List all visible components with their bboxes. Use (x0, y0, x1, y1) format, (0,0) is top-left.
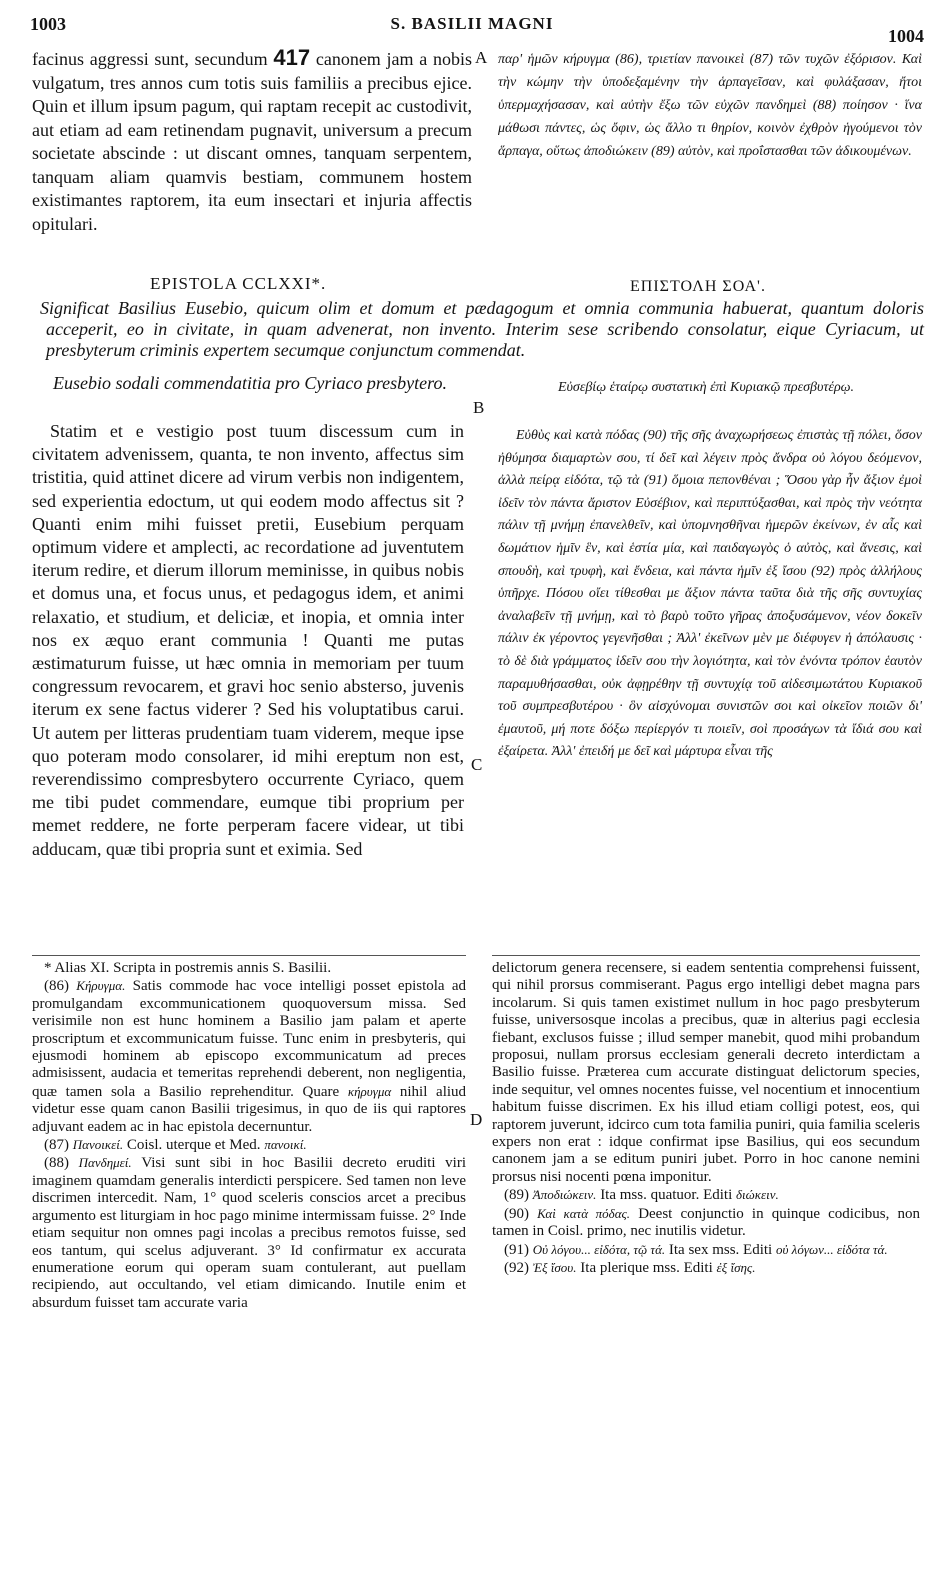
footnote-star: * Alias XI. Scripta in postremis annis S. Basilii. (44, 960, 332, 976)
latin-body (32, 420, 464, 861)
footnote-92: (92) Ἐξ ἴσου. Ita plerique mss. Editi ἐξ ἴσης. (504, 1259, 756, 1276)
epistola-heading-latin: EPISTOLA CCLXXI*. (150, 274, 327, 293)
footnote-89: (89) Ἀποδιώκειν. Ita mss. quatuor. Editi διώκειν. (504, 1187, 779, 1204)
footnote-90: (90) Καὶ κατὰ πόδας. Deest conjunctio in quinque codicibus, non tamen in Coisl. primo, nec inutilis videtur. (492, 1205, 921, 1240)
address-latin: Eusebio sodali commendatitia pro Cyriaco presbytero. (53, 373, 447, 393)
margin-letter-b: B (473, 398, 485, 417)
greek-top-paragraph: παρ' ἡμῶν κήρυγμα (86), τριετίαν πανοικεὶ (87) τῶν τυχῶν ἐξόρισον. Καὶ τὴν κώμην τὴν ὑποδεξαμένην τὴν ἁρπαγεῖσαν, καὶ φυλάξασαν, ἤτοι ὑπερμαχήσασαν, καὶ αὐτὴν ἔξω τῶν εὐχῶν πανδημεὶ (88) ποίησον · ἵνα μάθωσι πάντες, ὡς ὄφιν, ὡς ἄλλο τι θηρίον, κοινὸν ἐχθρὸν ἡγούμενοι τὸν ἅρπαγα, οὕτως ἀποδιώκειν (89) αὐτὸν, καὶ προΐστασθαι τῶν ἀδικουμένων. (498, 52, 922, 159)
column-number-right: 1004 (888, 26, 924, 46)
footnote-rule-right (492, 955, 920, 956)
letter-summary: Significat Basilius Eusebio, quicum olim et domum et pædagogum et omnia communia habuerat, quantum doloris acceperit, eo in civitate, in quam advenerat, non invento. Interim sese scribendo consolatur, eique Cyriacum, ut presbyterum criminis expertem secumque conjunctum commendat. (40, 298, 924, 360)
running-title: S. BASILII MAGNI (390, 14, 554, 33)
latin-body-paragraph: Statim et e vestigio post tuum discessum cum in civitatem advenissem, quanta, te non invento, affectus sim tristitia, quid attinet dicere ad virum verbis non indigentem, sed experientia edoctum, ut qui eodem modo affectus sit ? Quanti enim mihi fuisset pretii, Eusebium perquam optimum videre et amplecti, ac recordatione ad juventutem iterum redire, et dierum illorum meminisse, in quibus nobis et domus una, et focus unus, et pedagogus idem, et animi relaxatio, et studium, et deliciæ, et inopia, et omnia inter nos ex æquo erant communia ! Quanti me putas æstimaturum fuisse, ut hæc omnia in memoriam per tuum congressum revocarem, et gravi hoc senio absterso, juvenis iterum ex sene factus viderer ? Sed his voluptatibus carui. Ut autem per litteras prudentiam tuam viderem, meque ipse quo poteram modo consolarer, id mihi ereptum non est, reverendissimo compresbytero occurrente Cyriaco, quem me tibi pudet commendare, eumque tibi proprium per memet reddere, ne forte perperam facere videar, ut tibi adducam, quæ tibi propria sunt et eximia. Sed (32, 421, 464, 859)
latin-top-paragraph (32, 46, 472, 236)
greek-body (498, 425, 922, 764)
greek-body-paragraph: Εὐθὺς καὶ κατὰ πόδας (90) τῆς σῆς ἀναχωρήσεως ἐπιστὰς τῇ πόλει, ὅσον ἠθύμησα διαμαρτὼν σου, τί δεῖ καὶ λέγειν πρὸς ἄνδρα οὐ λόγου δεόμενον, ἀλλὰ πείρᾳ εἰδότα, τῷ τὰ (91) ὅμοια πεπονθέναι ; Ὅσου γὰρ ἦν ἄξιον ἐμοὶ ἰδεῖν τὸν πάντα ἄριστον Εὐσέβιον, καὶ περιπτύξασθαι, καὶ πρὸς τὴν νεότητα πάλιν τῇ μνήμῃ ἐπανελθεῖν, καὶ ὑπομνησθῆναι ἡμερῶν ἐκείνων, ἐν αἷς καὶ δωμάτιον ἡμῖν ἓν, καὶ ἑστία μία, καὶ παιδαγωγὸς ὁ αὐτὸς, καὶ ἄνεσις, καὶ σπουδὴ, καὶ τρυφὴ, καὶ ἔνδεια, καὶ πάντα ἡμῖν ἐξ ἴσου (92) πρὸς ἀλλήλους ὑπῆρχε. Πόσου οἴει τίθεσθαι με ἄξιον πάντα ταῦτα διὰ τῆς σῆς συντυχίας ἀναλαβεῖν τῇ μνήμῃ, καὶ τὸ βαρὺ τοῦτο γῆρας ἀποξυσάμενον, νέον δοκεῖν πάλιν ἐκ γέροντος γεγενῆσθαι ; Ἀλλ' ἐκεῖνων μὲν με διέφυγεν ἡ ἀπόλαυσις · τὸ δὲ διὰ γράμματος ἰδεῖν σου τὴν λογιότητα, καὶ τὸν ἐνόντα τρόπον ἑαυτὸν παραμυθήσασθαι, οὐκ ἀφῃρέθην τῇ συντυχίᾳ τοῦ αἰδεσιμωτάτου Κυριακοῦ τοῦ συμπρεσβυτέρου · ὃν αἰσχύνομαι συνιστῶν σοι καὶ οἰκεῖον ποιῶν δι' ἐμαυτοῦ, μή ποτε δόξω περίεργόν τι ποιεῖν, σοὶ προσάγων τὰ ἴδιά σου καὶ ἐξαίρετα. Ἀλλ' ἐπειδή με δεῖ καὶ μάρτυρα εἶναι τῆς (498, 428, 922, 760)
footnotes-right (492, 960, 920, 1277)
footnote-87: (87) Πανοικεί. Coisl. uterque et Med. πανοικί. (44, 1137, 307, 1154)
margin-letter-c: C (471, 755, 483, 774)
footnote-88-continued: delictorum genera recensere, si eadem sententia comprehensi fuissent, qui nihil prorsus commiserant. Pagus ergo intelligi debet magna pars incolarum. Si quis tamen existimet nullum in hoc pago presbyterum fuisse, universosque incolas a precibus, quæ in alterius pagi ecclesia fiebant, exclusos fuisse ; illud semper manebit, quod mihi probandum proposui, nullam prorsus ecclesiam generali decreto interdictam a Basilio fuisse. Præterea cum accurate distinguat delictorum species, inde sequitur, vel omnes nocentes fuisse, vel nocentium et innocentium habitum fuisse discrimen. Ex his illud etiam colligi potest, eos, qui raptorem juverunt, idcirco cum tota familia puniri, quia familia sceleris expers non erat : idque confirmat ipse Basilius, qui eos secundum canonem jam a se editum puniri jubet. Porro in hoc canone nemini prorsus nisi nocenti pœna imponitur. (492, 960, 920, 1185)
page-number-marker: 417 (273, 45, 311, 70)
epistola-heading-greek: ΕΠΙΣΤΟΛΗ ΣΟΑ'. (630, 278, 766, 295)
footnote-rule-left (32, 955, 466, 956)
margin-letter-d: D (470, 1110, 483, 1129)
margin-letter-a: A (475, 48, 488, 67)
footnote-91: (91) Οὐ λόγου... εἰδότα, τῷ τά. Ita sex mss. Editi οὐ λόγων... εἰδότα τά. (504, 1241, 888, 1258)
address-greek: Εὐσεβίῳ ἑταίρῳ συστατικὴ ἐπὶ Κυριακῷ πρεσβυτέρῳ. (557, 380, 855, 395)
latin-top-text-2: canonem jam a nobis vulgatum, tres annos cum totis suis familiis a precibus ejice. Quin et illum ipsum pagum, qui raptam recepit ac custodivit, aut etiam ad eam retinendam pugnavit, universum a precum societate abscinde : ut discant omnes, tanquam serpentem, tanquam aliam quamvis bestiam, communem hostem existimantes raptorem, ita eum insectari et injuria affectis opitulari. (32, 49, 472, 234)
footnote-86: (86) Κήρυγμα. Satis commode hac voce intelligi posset epistola ad promulgandam excommunicationem quoquoversum missa. Sed verisimile non est hunc hominem a Basilio jam palam et aperte proscriptum et excommunicatum fuisse. Tunc enim in presbyteris, qui ejusmodi hominem ab episcopo excommunicatum ad preces admisissent, audacia et temeritas reprehendi deberent, non negligentia, quæ tamen sola a Basilio reprehenditur. Quare κήρυγμα nihil aliud videtur esse quam canon Basilii trigesimus, in quo de iis qui raptores adjuvant eadem ac in hac epistola decernuntur. (32, 978, 467, 1135)
column-number-left: 1003 (30, 14, 66, 34)
footnotes-left (32, 960, 466, 1312)
latin-top-text-1: facinus aggressi sunt, secundum (32, 49, 274, 69)
footnote-88: (88) Πανδημεί. Visi sunt sibi in hoc Basilii decreto eruditi viri imaginem quamdam generalis interdicti perspicere. Sed tamen non leve discrimen intercedit. Nam, 1° quod sceleris conscios arcet a precibus argumento est liturgiam in hoc pago minime intermissam fuisse. 2° Inde etiam sequitur non omnes pagi incolas a precibus remotos fuisse, sed eos tantum, qui scelus adjuverant. 3° Id confirmatur ex accurata enumeratione eorum qui operam suam contulerant, aut puellam recipiendo, aut occultando, vel etiam dimicando. Inutile enim et absurdum fuisset tam accurate varia (32, 1155, 467, 1311)
